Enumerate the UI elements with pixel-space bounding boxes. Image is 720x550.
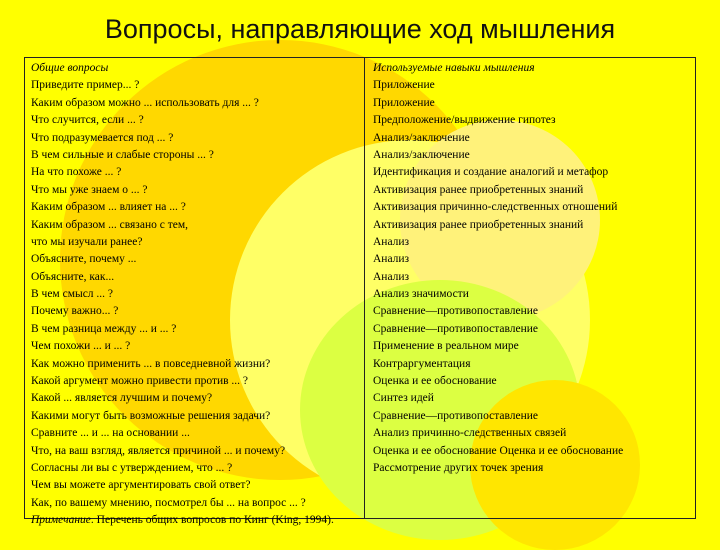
skill-row: Анализ/заключение: [373, 131, 470, 144]
skill-row: Идентификация и создание аналогий и метафор: [373, 166, 609, 179]
question-row: Что случится, если ... ?: [31, 114, 144, 127]
question-row: На что похоже ... ?: [31, 166, 122, 179]
skill-row: Сравнение—противопоставление: [373, 409, 539, 422]
skill-row: Контраргументация: [373, 357, 471, 370]
question-row: Чем похожи ... и ... ?: [31, 340, 131, 353]
skill-row: Рассмотрение других точек зрения: [373, 461, 544, 474]
question-row: Приведите пример... ?: [31, 79, 140, 92]
thinking-skills-column: [365, 58, 695, 518]
question-row: что мы изучали ранее?: [31, 235, 143, 248]
note-text: . Перечень общих вопросов по Кинг (King, 1994).: [90, 514, 334, 527]
general-questions-column: [25, 58, 365, 527]
question-row: Объясните, как...: [31, 270, 115, 283]
table-note: [31, 512, 364, 529]
column-header: Используемые навыки мышления: [373, 62, 535, 74]
skill-row: Анализ: [373, 270, 410, 283]
skill-row: Анализ: [373, 253, 410, 266]
question-row: Что подразумевается под ... ?: [31, 131, 174, 144]
skill-row: Применение в реальном мире: [373, 340, 519, 353]
column-header: Общие вопросы: [31, 62, 109, 74]
question-row: В чем разница между ... и ... ?: [31, 322, 177, 335]
question-row: Что мы уже знаем о ... ?: [31, 183, 148, 196]
skill-row: Оценка и ее обоснование: [373, 375, 497, 388]
skill-row: Сравнение—противопоставление: [373, 305, 539, 318]
slide-title: Вопросы, направляющие ход мышления: [104, 14, 616, 44]
skill-row: Активизация причинно-следственных отношений: [373, 201, 618, 214]
question-row: В чем сильные и слабые стороны ... ?: [31, 148, 214, 161]
question-row: Какой аргумент можно привести против ... ?: [31, 375, 249, 388]
skill-row: Оценка и ее обоснование Оценка и ее обоснование: [373, 444, 624, 457]
skill-row: Анализ: [373, 235, 410, 248]
skill-row: Приложение: [373, 96, 435, 109]
question-row: Какими могут быть возможные решения задачи?: [31, 409, 271, 422]
question-row: Что, на ваш взгляд, является причиной ... и почему?: [31, 444, 286, 457]
skill-row: Сравнение—противопоставление: [373, 322, 539, 335]
question-row: Сравните ... и ... на основании ...: [31, 427, 190, 440]
question-row: Почему важно... ?: [31, 305, 119, 318]
skill-row: Синтез идей: [373, 392, 434, 405]
skill-row: Анализ причинно-следственных связей: [373, 427, 567, 440]
question-row: Объясните, почему ...: [31, 253, 137, 266]
question-row: Каким образом ... влияет на ... ?: [31, 201, 186, 214]
question-row: Чем вы можете аргументировать свой ответ?: [31, 479, 251, 492]
question-row: Согласны ли вы с утверждением, что ... ?: [31, 461, 233, 474]
questions-table: [24, 57, 696, 527]
question-row: Как, по вашему мнению, посмотрел бы ... на вопрос ... ?: [31, 496, 306, 509]
skill-row: Активизация ранее приобретенных знаний: [373, 183, 584, 196]
skill-row: Активизация ранее приобретенных знаний: [373, 218, 584, 231]
note-label: Примечание: [31, 514, 91, 527]
question-row: Каким образом ... связано с тем,: [31, 218, 188, 231]
question-row: Каким образом можно ... использовать для ... ?: [31, 96, 259, 109]
question-row: Какой ... является лучшим и почему?: [31, 392, 213, 405]
skill-row: Приложение: [373, 79, 435, 92]
skill-row: Предположение/выдвижение гипотез: [373, 114, 556, 127]
question-row: В чем смысл ... ?: [31, 288, 114, 301]
question-row: Как можно применить ... в повседневной жизни?: [31, 357, 271, 370]
skill-row: Анализ/заключение: [373, 148, 470, 161]
skill-row: Анализ значимости: [373, 288, 469, 301]
